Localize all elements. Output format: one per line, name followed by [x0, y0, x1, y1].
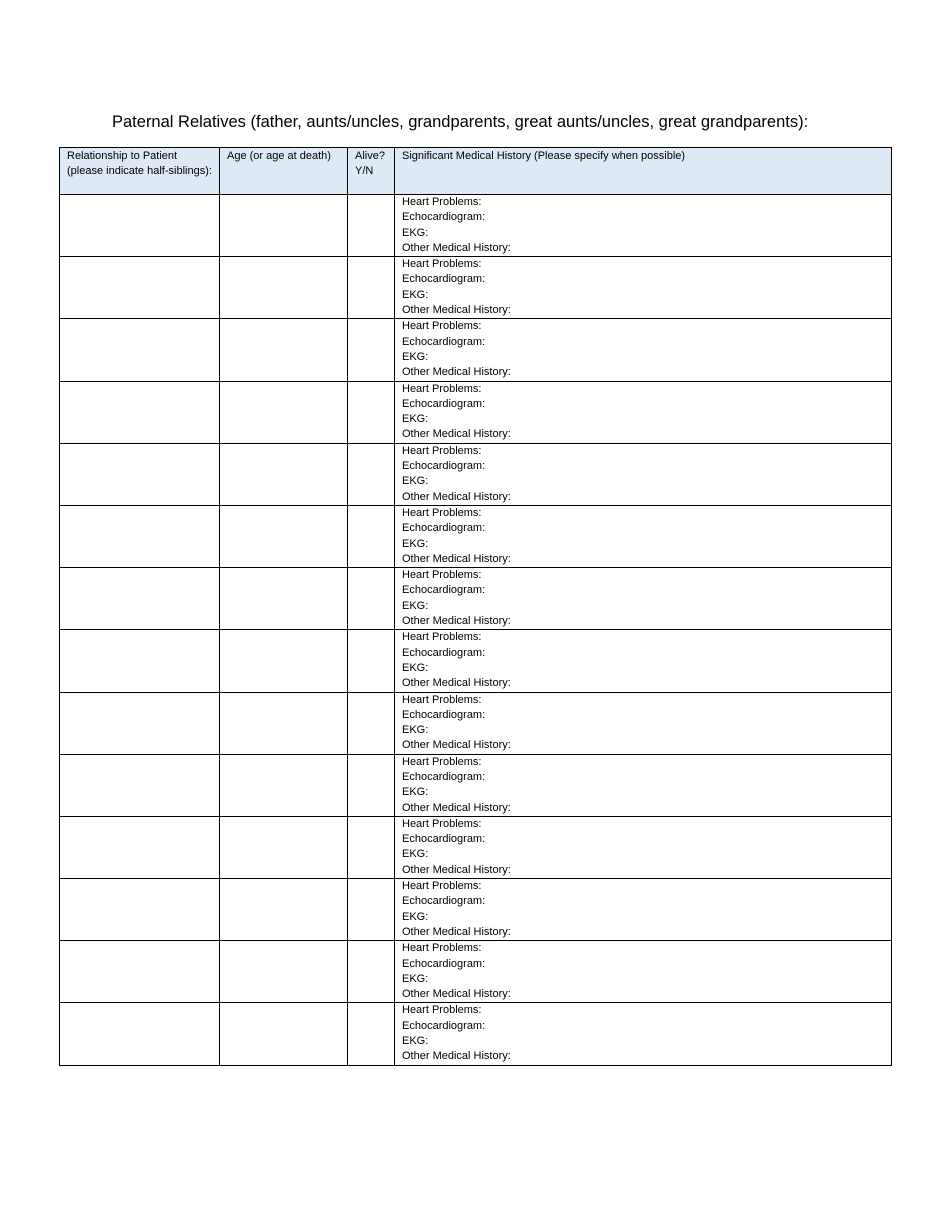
other-medical-history-label: Other Medical History: [402, 552, 511, 565]
echocardiogram-label: Echocardiogram: [402, 708, 486, 721]
ekg-label: EKG: [402, 288, 429, 301]
relationship-cell[interactable] [60, 941, 220, 1003]
heart-problems-label: Heart Problems: [402, 258, 482, 271]
age-cell[interactable] [220, 443, 348, 505]
relationship-cell[interactable] [60, 692, 220, 754]
alive-cell[interactable] [348, 443, 395, 505]
echocardiogram-label: Echocardiogram: [402, 895, 486, 908]
ekg-label: EKG: [402, 661, 429, 674]
alive-cell[interactable] [348, 692, 395, 754]
alive-cell[interactable] [348, 879, 395, 941]
table-row [60, 568, 892, 630]
ekg-label: EKG: [402, 786, 429, 799]
echocardiogram-label: Echocardiogram: [402, 335, 486, 348]
echocardiogram-label: Echocardiogram: [402, 646, 486, 659]
heart-problems-label: Heart Problems: [402, 693, 482, 706]
relationship-cell[interactable] [60, 257, 220, 319]
header-age: Age (or age at death) [220, 148, 348, 195]
medical-history-cell[interactable] [395, 319, 892, 381]
alive-cell[interactable] [348, 568, 395, 630]
heart-problems-label: Heart Problems: [402, 320, 482, 333]
heart-problems-label: Heart Problems: [402, 631, 482, 644]
table-body [60, 195, 892, 1066]
echocardiogram-label: Echocardiogram: [402, 584, 486, 597]
table-row [60, 754, 892, 816]
echocardiogram-label: Echocardiogram: [402, 273, 486, 286]
heart-problems-label: Heart Problems: [402, 1004, 482, 1017]
other-medical-history-label: Other Medical History: [402, 677, 511, 690]
medical-history-cell[interactable] [395, 381, 892, 443]
heart-problems-label: Heart Problems: [402, 382, 482, 395]
other-medical-history-label: Other Medical History: [402, 615, 511, 628]
age-cell[interactable] [220, 1003, 348, 1065]
medical-history-cell[interactable] [395, 505, 892, 567]
heart-problems-label: Heart Problems: [402, 444, 482, 457]
medical-history-cell[interactable] [395, 879, 892, 941]
header-relationship: Relationship to Patient (please indicate half-siblings): [60, 148, 220, 195]
ekg-label: EKG: [402, 910, 429, 923]
alive-cell[interactable] [348, 1003, 395, 1065]
age-cell[interactable] [220, 257, 348, 319]
alive-cell[interactable] [348, 257, 395, 319]
medical-history-cell[interactable] [395, 630, 892, 692]
ekg-label: EKG: [402, 226, 429, 239]
table-row [60, 319, 892, 381]
other-medical-history-label: Other Medical History: [402, 739, 511, 752]
heart-problems-label: Heart Problems: [402, 755, 482, 768]
table-row [60, 381, 892, 443]
other-medical-history-label: Other Medical History: [402, 925, 511, 938]
other-medical-history-label: Other Medical History: [402, 241, 511, 254]
age-cell[interactable] [220, 319, 348, 381]
heart-problems-label: Heart Problems: [402, 880, 482, 893]
age-cell[interactable] [220, 879, 348, 941]
table-row [60, 630, 892, 692]
relationship-cell[interactable] [60, 381, 220, 443]
table-row [60, 443, 892, 505]
other-medical-history-label: Other Medical History: [402, 863, 511, 876]
medical-history-cell[interactable] [395, 816, 892, 878]
ekg-label: EKG: [402, 413, 429, 426]
other-medical-history-label: Other Medical History: [402, 366, 511, 379]
relationship-cell[interactable] [60, 505, 220, 567]
table-row [60, 941, 892, 1003]
table-row [60, 816, 892, 878]
ekg-label: EKG: [402, 475, 429, 488]
heart-problems-label: Heart Problems: [402, 817, 482, 830]
age-cell[interactable] [220, 195, 348, 257]
table-row [60, 692, 892, 754]
alive-cell[interactable] [348, 816, 395, 878]
heart-problems-label: Heart Problems: [402, 196, 482, 208]
ekg-label: EKG: [402, 972, 429, 985]
age-cell[interactable] [220, 692, 348, 754]
age-cell[interactable] [220, 381, 348, 443]
alive-cell[interactable] [348, 630, 395, 692]
other-medical-history-label: Other Medical History: [402, 304, 511, 317]
header-medical-history: Significant Medical History (Please specify when possible) [395, 148, 892, 195]
relationship-cell[interactable] [60, 195, 220, 257]
heart-problems-label: Heart Problems: [402, 942, 482, 955]
table-row [60, 1003, 892, 1065]
page-title: Paternal Relatives (father, aunts/uncles, grandparents, great aunts/uncles, great grandparents): [112, 113, 809, 131]
echocardiogram-label: Echocardiogram: [402, 770, 486, 783]
medical-history-cell[interactable] [395, 195, 892, 257]
alive-cell[interactable] [348, 754, 395, 816]
medical-history-cell[interactable] [395, 257, 892, 319]
echocardiogram-label: Echocardiogram: [402, 833, 486, 846]
header-alive: Alive? Y/N [348, 148, 395, 195]
age-cell[interactable] [220, 754, 348, 816]
age-cell[interactable] [220, 816, 348, 878]
echocardiogram-label: Echocardiogram: [402, 397, 486, 410]
age-cell[interactable] [220, 505, 348, 567]
echocardiogram-label: Echocardiogram: [402, 957, 486, 970]
heart-problems-label: Heart Problems: [402, 506, 482, 519]
relationship-cell[interactable] [60, 816, 220, 878]
relationship-cell[interactable] [60, 879, 220, 941]
relationship-cell[interactable] [60, 1003, 220, 1065]
table-row [60, 195, 892, 257]
other-medical-history-label: Other Medical History: [402, 490, 511, 503]
echocardiogram-label: Echocardiogram: [402, 1019, 486, 1032]
other-medical-history-label: Other Medical History: [402, 1050, 511, 1063]
alive-cell[interactable] [348, 941, 395, 1003]
age-cell[interactable] [220, 630, 348, 692]
other-medical-history-label: Other Medical History: [402, 801, 511, 814]
age-cell[interactable] [220, 941, 348, 1003]
relationship-cell[interactable] [60, 443, 220, 505]
table-row [60, 879, 892, 941]
alive-cell[interactable] [348, 319, 395, 381]
table-row [60, 257, 892, 319]
relationship-cell[interactable] [60, 754, 220, 816]
table-row [60, 505, 892, 567]
paternal-relatives-table [59, 147, 892, 1066]
medical-history-cell[interactable] [395, 692, 892, 754]
table-header-row [60, 148, 892, 195]
medical-history-cell[interactable] [395, 443, 892, 505]
relationship-cell[interactable] [60, 319, 220, 381]
echocardiogram-label: Echocardiogram: [402, 460, 486, 473]
medical-history-cell[interactable] [395, 1003, 892, 1065]
alive-cell[interactable] [348, 195, 395, 257]
ekg-label: EKG: [402, 1035, 429, 1048]
relationship-cell[interactable] [60, 630, 220, 692]
ekg-label: EKG: [402, 724, 429, 737]
other-medical-history-label: Other Medical History: [402, 428, 511, 441]
alive-cell[interactable] [348, 505, 395, 567]
age-cell[interactable] [220, 568, 348, 630]
echocardiogram-label: Echocardiogram: [402, 211, 486, 224]
echocardiogram-label: Echocardiogram: [402, 522, 486, 535]
ekg-label: EKG: [402, 599, 429, 612]
medical-history-cell[interactable] [395, 754, 892, 816]
ekg-label: EKG: [402, 350, 429, 363]
relationship-cell[interactable] [60, 568, 220, 630]
heart-problems-label: Heart Problems: [402, 569, 482, 582]
ekg-label: EKG: [402, 848, 429, 861]
medical-history-cell[interactable] [395, 941, 892, 1003]
medical-history-cell[interactable] [395, 568, 892, 630]
ekg-label: EKG: [402, 537, 429, 550]
other-medical-history-label: Other Medical History: [402, 988, 511, 1001]
alive-cell[interactable] [348, 381, 395, 443]
